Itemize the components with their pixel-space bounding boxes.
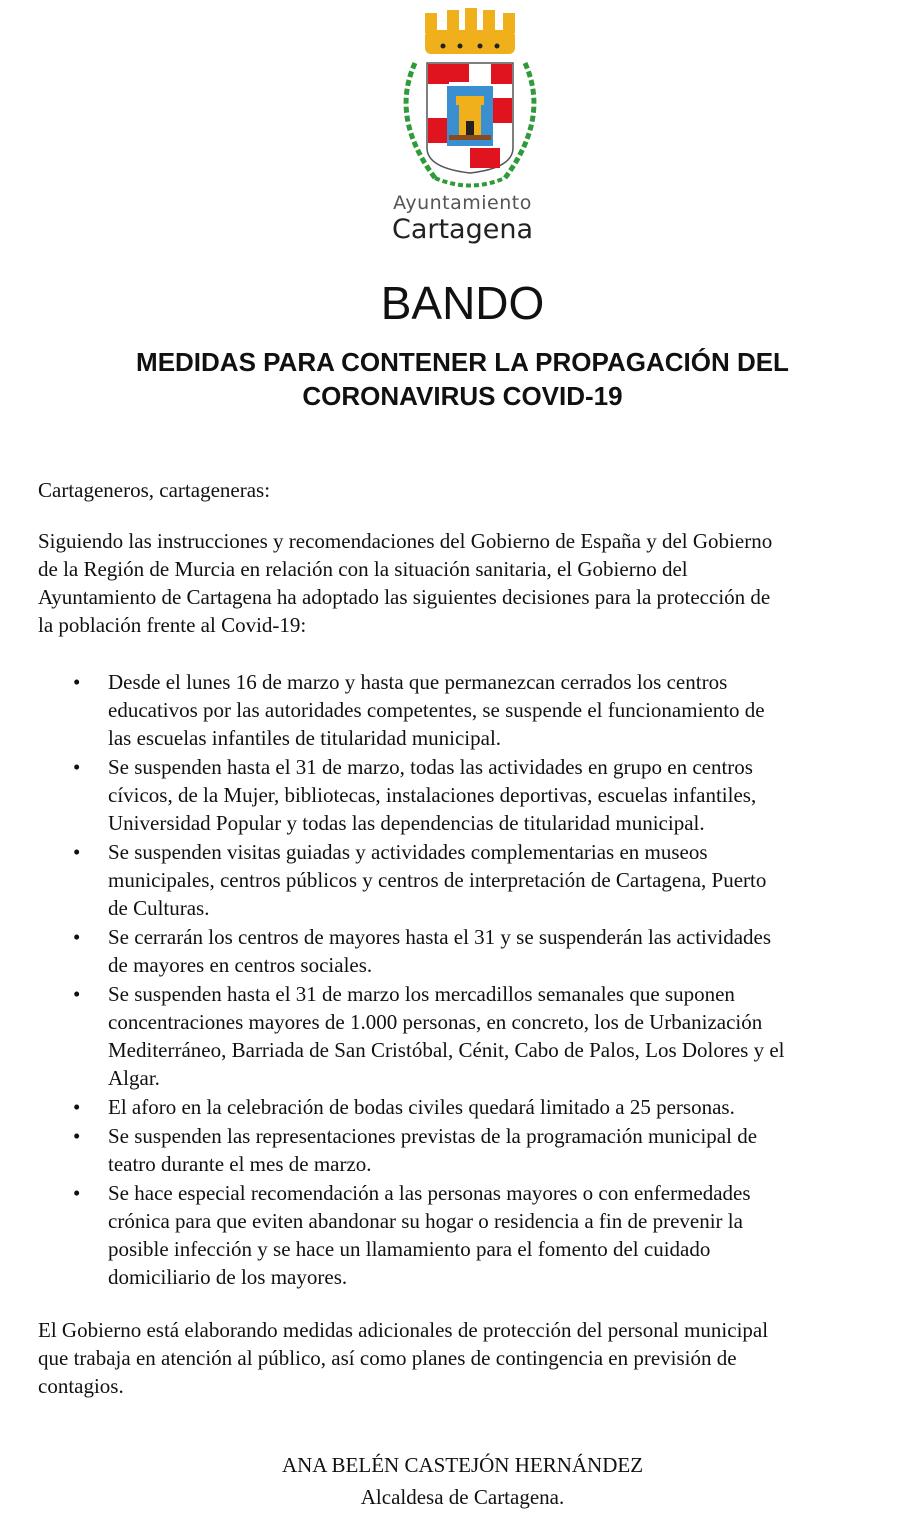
- text-line: la población frente al Covid-19:: [38, 613, 307, 637]
- text-line: Se suspenden hasta el 31 de marzo los mercadillos semanales que suponen: [108, 982, 735, 1006]
- bullet-icon: •: [73, 670, 81, 694]
- closing-paragraph: [38, 1316, 768, 1400]
- bullet-icon: •: [73, 840, 81, 864]
- bullet-icon: •: [73, 982, 81, 1006]
- text-line: Se hace especial recomendación a las personas mayores o con enfermedades: [108, 1181, 751, 1205]
- document-title: BANDO: [380, 277, 545, 329]
- bullet-icon: •: [73, 1095, 81, 1119]
- measures-list: [0, 668, 785, 1291]
- document-subtitle: [0, 345, 900, 413]
- bullet-icon: •: [73, 755, 81, 779]
- text-line: teatro durante el mes de marzo.: [108, 1152, 372, 1176]
- text-line: crónica para que eviten abandonar su hogar o residencia a fin de prevenir la: [108, 1209, 743, 1233]
- text-line: educativos por las autoridades competentes, se suspende el funcionamiento de: [108, 698, 765, 722]
- text-line: contagios.: [38, 1374, 124, 1398]
- text-line: cívicos, de la Mujer, bibliotecas, instalaciones deportivas, escuelas infantiles,: [108, 783, 757, 807]
- signature-name: ANA BELÉN CASTEJÓN HERNÁNDEZ: [281, 1453, 644, 1477]
- list-item: [0, 1179, 785, 1291]
- text-line: domiciliario de los mayores.: [108, 1265, 348, 1289]
- text-line: posible infección y se hace un llamamiento para el fomento del cuidado: [108, 1237, 711, 1261]
- list-item: [0, 753, 785, 837]
- list-item: [0, 838, 785, 922]
- text-line: Se suspenden hasta el 31 de marzo, todas las actividades en grupo en centros: [108, 755, 753, 779]
- text-line: Se suspenden visitas guiadas y actividades complementarias en museos: [108, 840, 708, 864]
- text-line: Algar.: [108, 1066, 160, 1090]
- logo-text-cartagena: Cartagena: [391, 214, 534, 245]
- text-line: Se suspenden las representaciones previstas de la programación municipal de: [108, 1124, 758, 1148]
- text-line: Siguiendo las instrucciones y recomendaciones del Gobierno de España y del Gobierno: [38, 529, 773, 553]
- text-line: las escuelas infantiles de titularidad municipal.: [108, 726, 502, 750]
- intro-paragraph: [38, 527, 772, 639]
- text-line: que trabaja en atención al público, así como planes de contingencia en previsión de: [38, 1346, 737, 1370]
- list-item: [0, 668, 785, 752]
- list-item: [0, 1093, 785, 1121]
- text-line: Desde el lunes 16 de marzo y hasta que permanezcan cerrados los centros: [108, 670, 728, 694]
- text-line: concentraciones mayores de 1.000 personas, en concreto, los de Urbanización: [108, 1010, 763, 1034]
- subtitle-line: MEDIDAS PARA CONTENER LA PROPAGACIÓN DEL: [136, 347, 789, 377]
- text-line: El Gobierno está elaborando medidas adicionales de protección del personal municipal: [38, 1318, 769, 1342]
- text-line: Ayuntamiento de Cartagena ha adoptado las siguientes decisiones para la protección de: [38, 585, 771, 609]
- text-line: de mayores en centros sociales.: [108, 953, 373, 977]
- bullet-icon: •: [73, 925, 81, 949]
- text-line: Universidad Popular y todas las dependencias de titularidad municipal.: [108, 811, 705, 835]
- list-item: [0, 923, 785, 979]
- cartagena-coat-of-arms-logo: [385, 8, 555, 188]
- bullet-icon: •: [73, 1124, 81, 1148]
- list-item: [0, 980, 785, 1092]
- signature-role: Alcaldesa de Cartagena.: [360, 1485, 565, 1509]
- subtitle-line: CORONAVIRUS COVID-19: [302, 381, 623, 411]
- text-line: Se cerrarán los centros de mayores hasta el 31 y se suspenderán las actividades: [108, 925, 772, 949]
- list-item: [0, 1122, 785, 1178]
- text-line: Mediterráneo, Barriada de San Cristóbal, Cénit, Cabo de Palos, Los Dolores y el: [108, 1038, 785, 1062]
- text-line: municipales, centros públicos y centros de interpretación de Cartagena, Puerto: [108, 868, 767, 892]
- logo-text-ayuntamiento: Ayuntamiento: [393, 192, 532, 214]
- bullet-icon: •: [73, 1181, 81, 1205]
- text-line: de Culturas.: [108, 896, 210, 920]
- text-line: El aforo en la celebración de bodas civiles quedará limitado a 25 personas.: [108, 1095, 735, 1119]
- text-line: de la Región de Murcia en relación con la situación sanitaria, el Gobierno del: [38, 557, 688, 581]
- greeting: Cartageneros, cartageneras:: [38, 478, 271, 502]
